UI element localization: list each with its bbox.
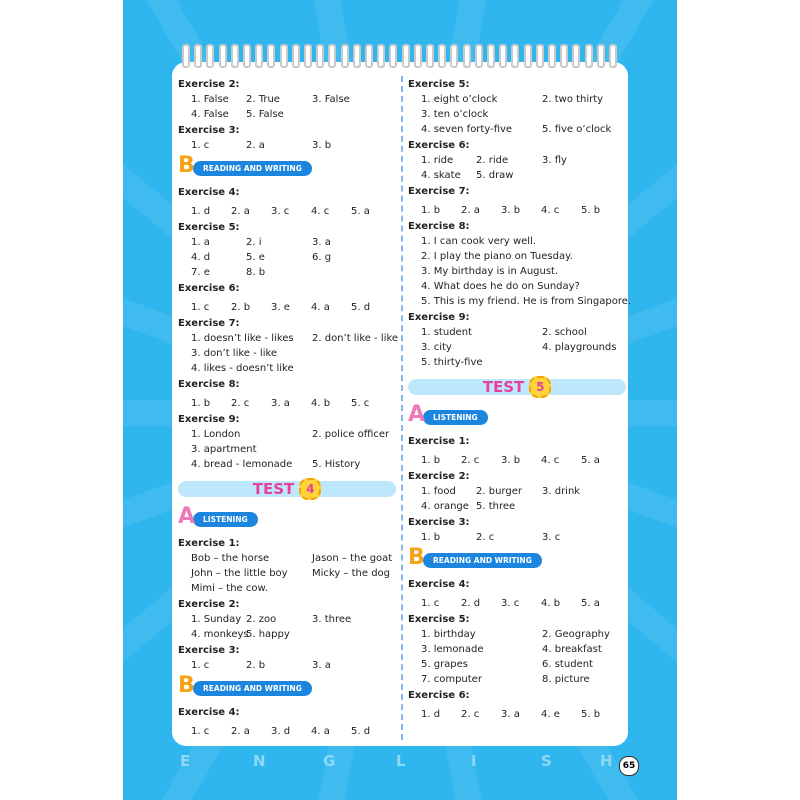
binding-ring [585,44,593,68]
answer-item: 4. likes - doesn’t like [191,363,294,374]
answer-item: 2. c [461,455,480,466]
binding-ring [426,44,434,68]
answer-item: 3. fly [542,155,567,166]
answer-item: Bob – the horse [191,553,270,564]
bottom-letter: S [541,752,552,770]
answer-item: 4. breakfast [542,644,602,655]
answer-item: 1. student [421,327,472,338]
answer-item: 1. birthday [421,629,476,640]
answer-item: 7. e [191,267,210,278]
exercise-title: Exercise 3: [178,125,240,136]
binding-ring [511,44,519,68]
answer-item: 3. d [271,726,291,737]
answer-item: 3. b [501,205,521,216]
binding-ring [280,44,288,68]
answer-item: 6. g [312,252,332,263]
answer-row [191,566,396,581]
answer-item: 5. This is my friend. He is from Singapore. [421,296,632,307]
bottom-letter: E [180,752,191,770]
answer-item: 2. c [476,532,495,543]
answer-item: 1. c [191,302,210,313]
answer-item: 3. c [542,532,561,543]
test-label: TEST [252,480,295,498]
answer-item: 4. orange [421,501,469,512]
answer-item: 1. b [191,398,211,409]
exercise-title: Exercise 4: [178,707,240,718]
binding-ring [536,44,544,68]
section-letter: B [178,673,195,698]
answer-item: 4. a [311,302,330,313]
answer-item: 2. Geography [542,629,610,640]
section-letter: B [408,545,425,570]
answer-item: 5. three [476,501,516,512]
answer-item: 3. three [312,614,352,625]
binding-ring [328,44,336,68]
answer-item: 5. a [581,455,600,466]
answer-item: 5. thirty-five [421,357,483,368]
binding-ring [255,44,263,68]
answer-item: 3. b [501,455,521,466]
answer-row [191,551,396,566]
answer-item: 8. b [246,267,266,278]
answer-row [421,234,626,249]
answer-item: 1. doesn’t like - likes [191,333,294,344]
answer-row [191,457,396,472]
answer-row [191,442,396,457]
left-column [178,76,399,739]
answer-row [421,122,626,137]
answer-item: 2. i [246,237,262,248]
answer-item: 1. ride [421,155,454,166]
binding-ring [304,44,312,68]
answer-item: 2. a [246,140,265,151]
answer-row [191,250,396,265]
section-letter: A [178,504,196,529]
answer-item: 5. a [581,598,600,609]
exercise-title: Exercise 1: [408,436,470,447]
section-label: LISTENING [193,512,258,527]
answer-item: 5. happy [246,629,290,640]
answer-item: 4. seven forty-five [421,124,513,135]
answer-row [191,92,396,107]
answer-row [421,657,626,672]
answer-item: 1. c [191,726,210,737]
page-number: 65 [619,756,639,776]
answer-item: 3. lemonade [421,644,484,655]
exercise-title: Exercise 5: [408,614,470,625]
answer-row [421,672,626,687]
answer-row [191,612,396,627]
bottom-letter: H [600,752,613,770]
answer-item: 4. bread - lemonade [191,459,293,470]
binding-ring [463,44,471,68]
exercise-title: Exercise 2: [178,599,240,610]
answer-row [191,581,396,596]
answer-row [191,658,396,673]
binding-ring [353,44,361,68]
answer-row [421,153,626,168]
answer-row [421,92,626,107]
section-header [408,545,626,571]
answer-item: 5. e [246,252,265,263]
test-number-badge: 5 [529,376,551,398]
answer-item: 4. c [541,205,560,216]
answer-item: 5. draw [476,170,514,181]
answer-item: 2. school [542,327,587,338]
answer-row [421,484,626,499]
binding-ring [609,44,617,68]
answer-row [421,107,626,122]
answer-item: 3. c [501,598,520,609]
answer-item: Micky – the dog [312,568,391,579]
answer-row [421,355,626,370]
answer-row [421,642,626,657]
answer-item: 7. computer [421,674,482,685]
answer-item: 2. c [461,709,480,720]
answer-item: 2. True [246,94,280,105]
answer-item: 1. d [421,709,441,720]
binding-ring [499,44,507,68]
answer-item: 1. b [421,455,441,466]
answer-item: 4. What does he do on Sunday? [421,281,580,292]
answer-item: 5. d [351,302,371,313]
answer-row [191,265,396,280]
spiral-binding [174,44,624,66]
binding-ring [438,44,446,68]
exercise-title: Exercise 1: [178,538,240,549]
binding-ring [524,44,532,68]
binding-ring [292,44,300,68]
answer-item: 3. ten o’clock [421,109,489,120]
answer-item: 5. False [246,109,284,120]
answer-item: 1. c [421,598,440,609]
section-label: READING AND WRITING [193,161,312,176]
binding-ring [402,44,410,68]
binding-ring [389,44,397,68]
exercise-title: Exercise 6: [408,690,470,701]
answer-item: 4. playgrounds [542,342,617,353]
answer-item: 2. burger [476,486,522,497]
answer-item: 4. skate [421,170,461,181]
answer-item: 5. b [581,205,601,216]
exercise-title: Exercise 3: [408,517,470,528]
answer-item: John – the little boy [191,568,288,579]
answer-item: 3. False [312,94,350,105]
exercise-title: Exercise 2: [408,471,470,482]
test-title [178,478,396,500]
answer-item: 1. food [421,486,456,497]
answer-item: 2. ride [476,155,509,166]
answer-item: 3. a [271,398,290,409]
answer-item: 8. picture [542,674,590,685]
section-label: LISTENING [423,410,488,425]
test-banner [178,478,396,500]
answer-item: 2. a [231,726,250,737]
section-header [178,673,396,699]
answer-item: 1. c [191,140,210,151]
answer-row [421,294,632,309]
answer-item: 1. Sunday [191,614,242,625]
answer-row [191,300,396,315]
answer-item: 4. d [191,252,211,263]
right-column [408,76,632,722]
answer-item: 3. c [271,206,290,217]
answer-item: 5. d [351,726,371,737]
answer-row [191,235,396,250]
answer-row [191,138,396,153]
answer-row [421,279,626,294]
binding-ring [231,44,239,68]
answer-item: 1. London [191,429,241,440]
answer-row [421,325,626,340]
exercise-title: Exercise 5: [408,79,470,90]
exercise-title: Exercise 2: [178,79,240,90]
answer-item: 1. eight o’clock [421,94,498,105]
answer-item: 4. c [311,206,330,217]
binding-ring [206,44,214,68]
section-header [408,402,626,428]
answer-item: 3. b [312,140,332,151]
answer-row [191,107,396,122]
section-label: READING AND WRITING [423,553,542,568]
answer-item: 5. a [351,206,370,217]
answer-row [191,331,399,346]
answer-item: 1. b [421,205,441,216]
answer-row [421,596,626,611]
answer-row [191,361,396,376]
answer-item: 2. I play the piano on Tuesday. [421,251,573,262]
answer-item: 3. My birthday is in August. [421,266,559,277]
answer-item: 1. False [191,94,229,105]
answer-item: 1. c [191,660,210,671]
answer-item: 2. a [461,205,480,216]
answer-item: 1. a [191,237,210,248]
answer-row [421,203,626,218]
answer-item: 5. b [581,709,601,720]
answer-row [421,627,626,642]
answer-row [421,707,626,722]
answer-item: 3. drink [542,486,581,497]
exercise-title: Exercise 3: [178,645,240,656]
answer-item: 1. I can cook very well. [421,236,537,247]
answer-item: Jason – the goat [312,553,393,564]
answer-item: 2. zoo [246,614,277,625]
answer-item: 2. police officer [312,429,390,440]
test-label: TEST [482,378,525,396]
binding-ring [560,44,568,68]
answer-item: 3. apartment [191,444,257,455]
section-letter: A [408,402,426,427]
answer-item: 3. e [271,302,290,313]
answer-item: 4. False [191,109,229,120]
answer-item: 2. b [231,302,251,313]
answer-row [421,168,626,183]
binding-ring [377,44,385,68]
answer-row [191,627,396,642]
answer-item: 2. a [231,206,250,217]
answer-row [421,530,626,545]
answer-row [191,724,396,739]
answer-row [421,453,626,468]
exercise-title: Exercise 9: [408,312,470,323]
answer-item: 5. five o’clock [542,124,612,135]
answer-item: 4. b [541,598,561,609]
answer-row [421,249,626,264]
answer-item: 1. d [191,206,211,217]
binding-ring [572,44,580,68]
answer-item: 3. don’t like - like [191,348,278,359]
binding-ring [475,44,483,68]
answer-item: 2. two thirty [542,94,604,105]
answer-item: 2. d [461,598,481,609]
exercise-title: Exercise 5: [178,222,240,233]
exercise-title: Exercise 8: [408,221,470,232]
answer-item: 3. a [501,709,520,720]
binding-ring [365,44,373,68]
answer-item: 1. b [421,532,441,543]
bottom-letter: G [323,752,336,770]
column-divider [401,76,403,740]
exercise-title: Exercise 8: [178,379,240,390]
answer-row [191,427,396,442]
answer-item: 3. a [312,660,331,671]
section-header [178,504,396,530]
binding-ring [194,44,202,68]
binding-ring [243,44,251,68]
test-banner [408,376,626,398]
binding-ring [267,44,275,68]
answer-item: 5. c [351,398,370,409]
exercise-title: Exercise 4: [178,187,240,198]
binding-ring [341,44,349,68]
binding-ring [414,44,422,68]
answer-item: 2. c [231,398,250,409]
exercise-title: Exercise 9: [178,414,240,425]
answer-item: 2. don’t like - like [312,333,399,344]
answer-item: 3. city [421,342,452,353]
binding-ring [450,44,458,68]
exercise-title: Exercise 6: [178,283,240,294]
answer-item: 4. b [311,398,331,409]
exercise-title: Exercise 7: [178,318,240,329]
answer-row [191,204,396,219]
section-label: READING AND WRITING [193,681,312,696]
section-header [178,153,396,179]
answer-item: 5. grapes [421,659,469,670]
binding-ring [487,44,495,68]
section-letter: B [178,153,195,178]
answer-item: 5. History [312,459,361,470]
binding-ring [597,44,605,68]
answer-item: Mimi – the cow. [191,583,268,594]
answer-row [191,346,396,361]
answer-row [421,499,626,514]
answer-row [191,396,396,411]
binding-ring [219,44,227,68]
binding-ring [182,44,190,68]
test-number-badge: 4 [299,478,321,500]
answer-item: 2. b [246,660,266,671]
bottom-letter: I [471,752,477,770]
answer-item: 3. a [312,237,331,248]
answer-row [421,264,626,279]
bottom-letter: L [396,752,406,770]
answer-item: 4. c [541,455,560,466]
binding-ring [548,44,556,68]
test-title [408,376,626,398]
answer-item: 4. e [541,709,560,720]
answer-item: 4. a [311,726,330,737]
answer-item: 6. student [542,659,593,670]
exercise-title: Exercise 7: [408,186,470,197]
answer-item: 4. monkeys [191,629,249,640]
binding-ring [316,44,324,68]
bottom-letter: N [253,752,266,770]
exercise-title: Exercise 4: [408,579,470,590]
exercise-title: Exercise 6: [408,140,470,151]
answer-row [421,340,626,355]
